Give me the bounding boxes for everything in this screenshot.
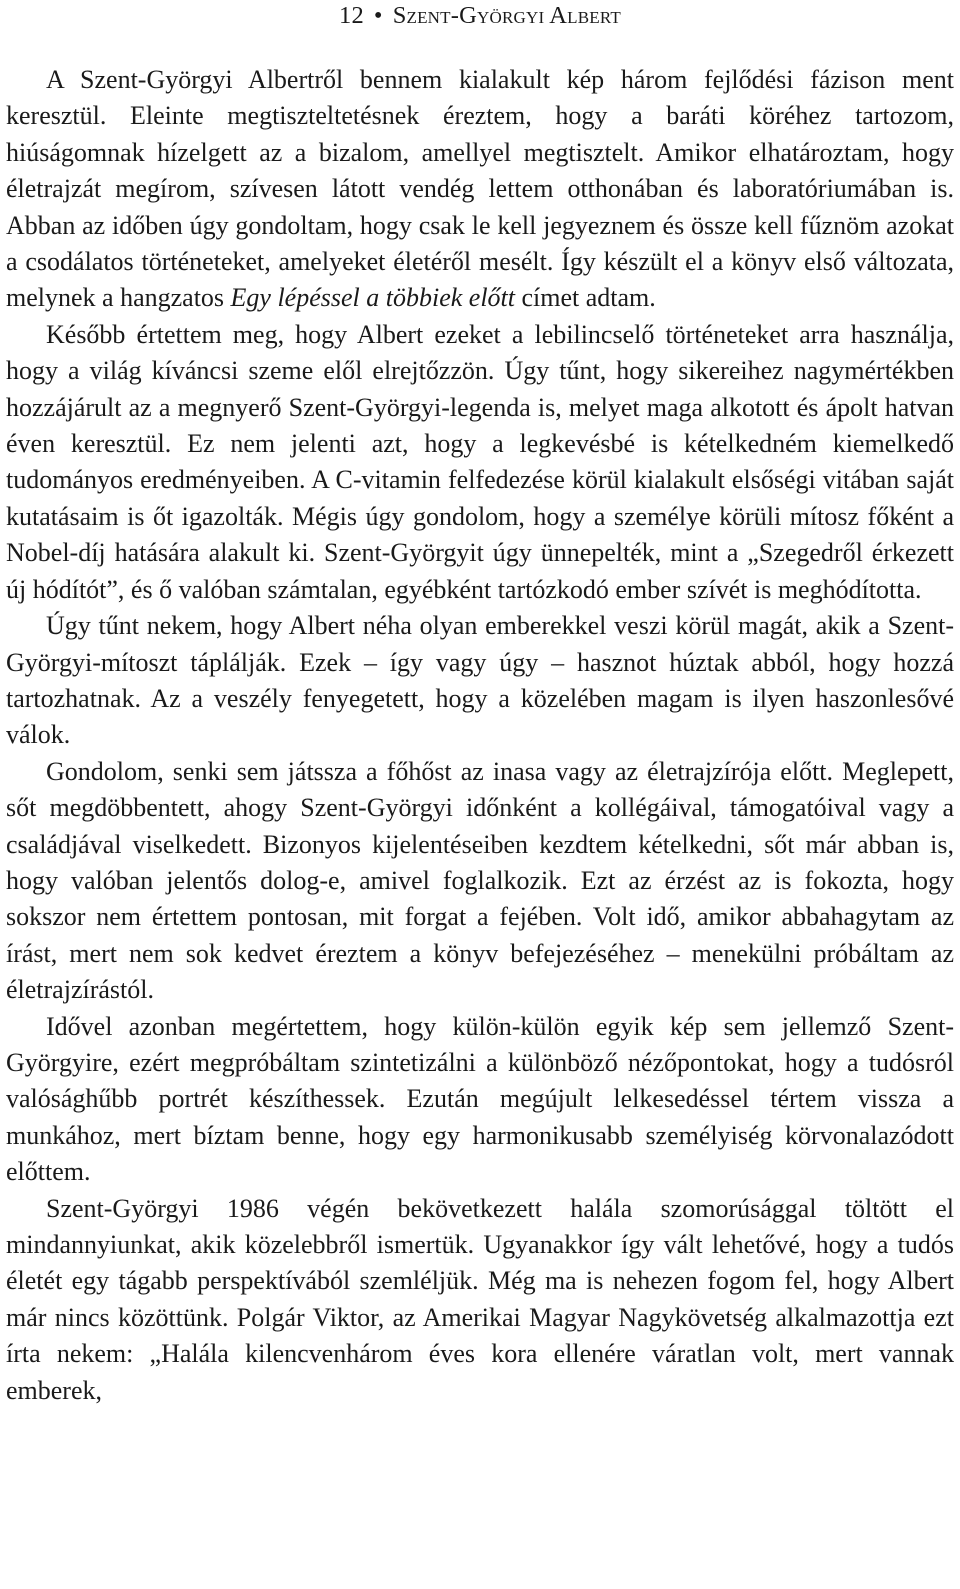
paragraph	[6, 608, 954, 754]
text-segment: Gondolom, senki sem játssza a főhőst az inasa vagy az életrajzírója előtt. Meglepett, sőt megdöbbentett, ahogy Szent-Györgyi időnként a kollégáival, támogatóival vagy a családjával viselkedett. Bizonyos kijelentéseiben kezdtem kételkedni, sőt már abban is, hogy valóban jelentős dolog-e, amivel foglalkozik. Ezt az érzést az is fokozta, hogy sokszor nem értettem pontosan, mit forgat a fejében. Volt idő, amikor abbahagytam az írást, mert nem sok kedvet éreztem a könyv befejezéséhez – menekülni próbáltam az életrajzírástól.	[6, 756, 954, 1005]
text-segment: A Szent-Györgyi Albertről bennem kialakult kép három fejlődési fázison ment keresztül. Eleinte megtiszteltetésnek éreztem, hogy a baráti köréhez tartozom, hiúságomnak hízelgett az a bizalom, amellyel megtisztelt. Amikor elhatároztam, hogy életrajzát megírom, szívesen látott vendég lettem otthonában és laboratóriumában is. Abban az időben úgy gondoltam, hogy csak le kell jegyeznem és össze kell fűznöm azokat a csodálatos történeteket, amelyeket életéről mesélt. Így készült el a könyv első változata, melynek a hangzatos	[6, 65, 954, 313]
paragraph	[6, 754, 954, 1009]
book-title-italic: Egy lépéssel a többiek előtt	[230, 283, 515, 313]
bullet-separator: •	[373, 2, 383, 29]
paragraph	[6, 62, 954, 317]
book-page	[6, 0, 954, 1409]
paragraph	[6, 1009, 954, 1191]
running-head	[6, 0, 954, 32]
paragraph	[6, 317, 954, 608]
text-segment: Szent-Györgyi 1986 végén bekövetkezett halála szomorúsággal töltött el mindannyiunkat, akik közelebbről ismertük. Ugyanakkor így vált lehetővé, hogy a tudós életét egy tágabb perspektívából szemléljük. Még ma is nehezen fogom fel, hogy Albert már nincs közöttünk. Polgár Viktor, az Amerikai Magyar Nagykövetség alkalmazottja ezt írta nekem: „Halála kilencvenhárom éves kora ellenére váratlan volt, mert vannak emberek,	[6, 1193, 954, 1405]
paragraph	[6, 1191, 954, 1409]
running-title: Szent-Györgyi Albert	[392, 2, 621, 29]
text-segment: Később értettem meg, hogy Albert ezeket a lebilincselő történeteket arra használja, hogy a világ kíváncsi szeme elől elrejtőzzön. Úgy tűnt, hogy sikereihez nagymértékben hozzájárult az a megnyerő Szent-Györgyi-legenda is, melyet maga alkotott és ápolt hatvan éven keresztül. Ez nem jelenti azt, hogy a legkevésbé is kételkedném kiemelkedő tudományos eredményeiben. A C-vitamin felfedezése körül kialakult elsőségi vitában saját kutatásaim is őt igazolták. Mégis úgy gondolom, hogy a személye körüli mítosz főként a Nobel-díj hatására alakult ki. Szent-Györgyit úgy ünnepelték, mint a „Szegedről érkezett új hódítót”, és ő valóban számtalan, egyébként tartózkodó ember szívét is meghódította.	[6, 319, 954, 604]
page-number: 12	[339, 2, 364, 29]
text-segment: címet adtam.	[515, 283, 656, 313]
body-text	[6, 62, 954, 1409]
text-segment: Úgy tűnt nekem, hogy Albert néha olyan emberekkel veszi körül magát, akik a Szent-Györgyi-mítoszt táplálják. Ezek – így vagy úgy – hasznot húztak abból, hogy hozzá tartozhatnak. Az a veszély fenyegetett, hogy a közelében magam is ilyen haszonlesővé válok.	[6, 611, 954, 750]
text-segment: Idővel azonban megértettem, hogy külön-külön egyik kép sem jellemző Szent-Györgyire, ezért megpróbáltam szintetizálni a különböző nézőpontokat, hogy a tudósról valósághűbb portrét készíthessek. Ezután megújult lelkesedéssel tértem vissza a munkához, mert bíztam benne, hogy egy harmonikusabb személyiség körvonalazódott előttem.	[6, 1011, 954, 1187]
